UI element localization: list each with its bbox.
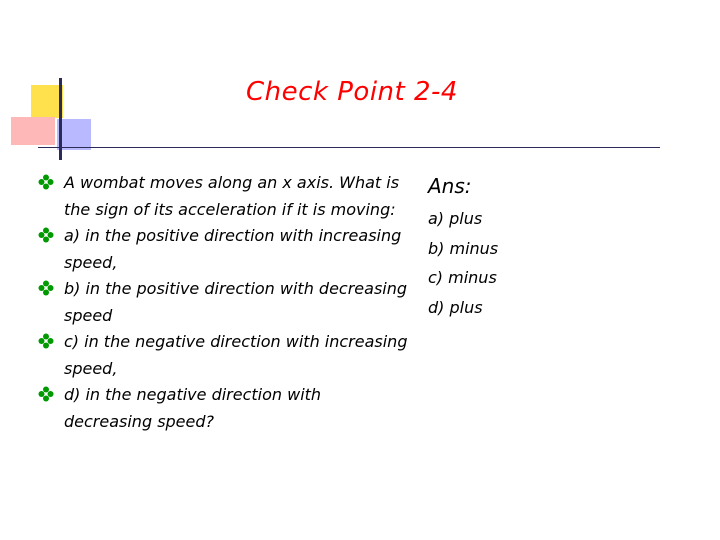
title-divider-line <box>38 147 660 148</box>
bullet-item <box>38 223 408 276</box>
bullet-text: c) in the negative direction with increasing speed, <box>64 332 408 378</box>
diamond-bullet-icon <box>38 333 54 349</box>
answer-item: b) minus <box>428 238 499 258</box>
answer-item: c) minus <box>428 268 497 287</box>
bullet-item <box>38 382 408 435</box>
answer-item: a) plus <box>428 209 483 228</box>
diamond-bullet-icon <box>38 280 54 296</box>
answer-item: d) plus <box>428 297 483 317</box>
bullet-text: A wombat moves along an x axis. What is the sign of its acceleration if it is moving: <box>64 173 400 219</box>
bullet-text: b) in the positive direction with decreasing speed <box>64 279 408 325</box>
decor-blue-square <box>57 119 91 150</box>
question-bullet-list <box>38 170 408 435</box>
answers-heading: Ans: <box>428 174 472 198</box>
bullet-item <box>38 329 408 382</box>
decor-pink-square <box>11 117 55 145</box>
bullet-item <box>38 276 408 329</box>
bullet-item <box>38 170 408 223</box>
diamond-bullet-icon <box>38 227 54 243</box>
diamond-bullet-icon <box>38 386 54 402</box>
bullet-text: d) in the negative direction with decreasing speed? <box>64 385 322 431</box>
diamond-bullet-icon <box>38 174 54 190</box>
bullet-text: a) in the positive direction with increasing speed, <box>64 226 402 272</box>
slide-title: Check Point 2-4 <box>246 77 458 107</box>
answers-list <box>428 204 628 322</box>
answers-panel <box>428 172 628 322</box>
